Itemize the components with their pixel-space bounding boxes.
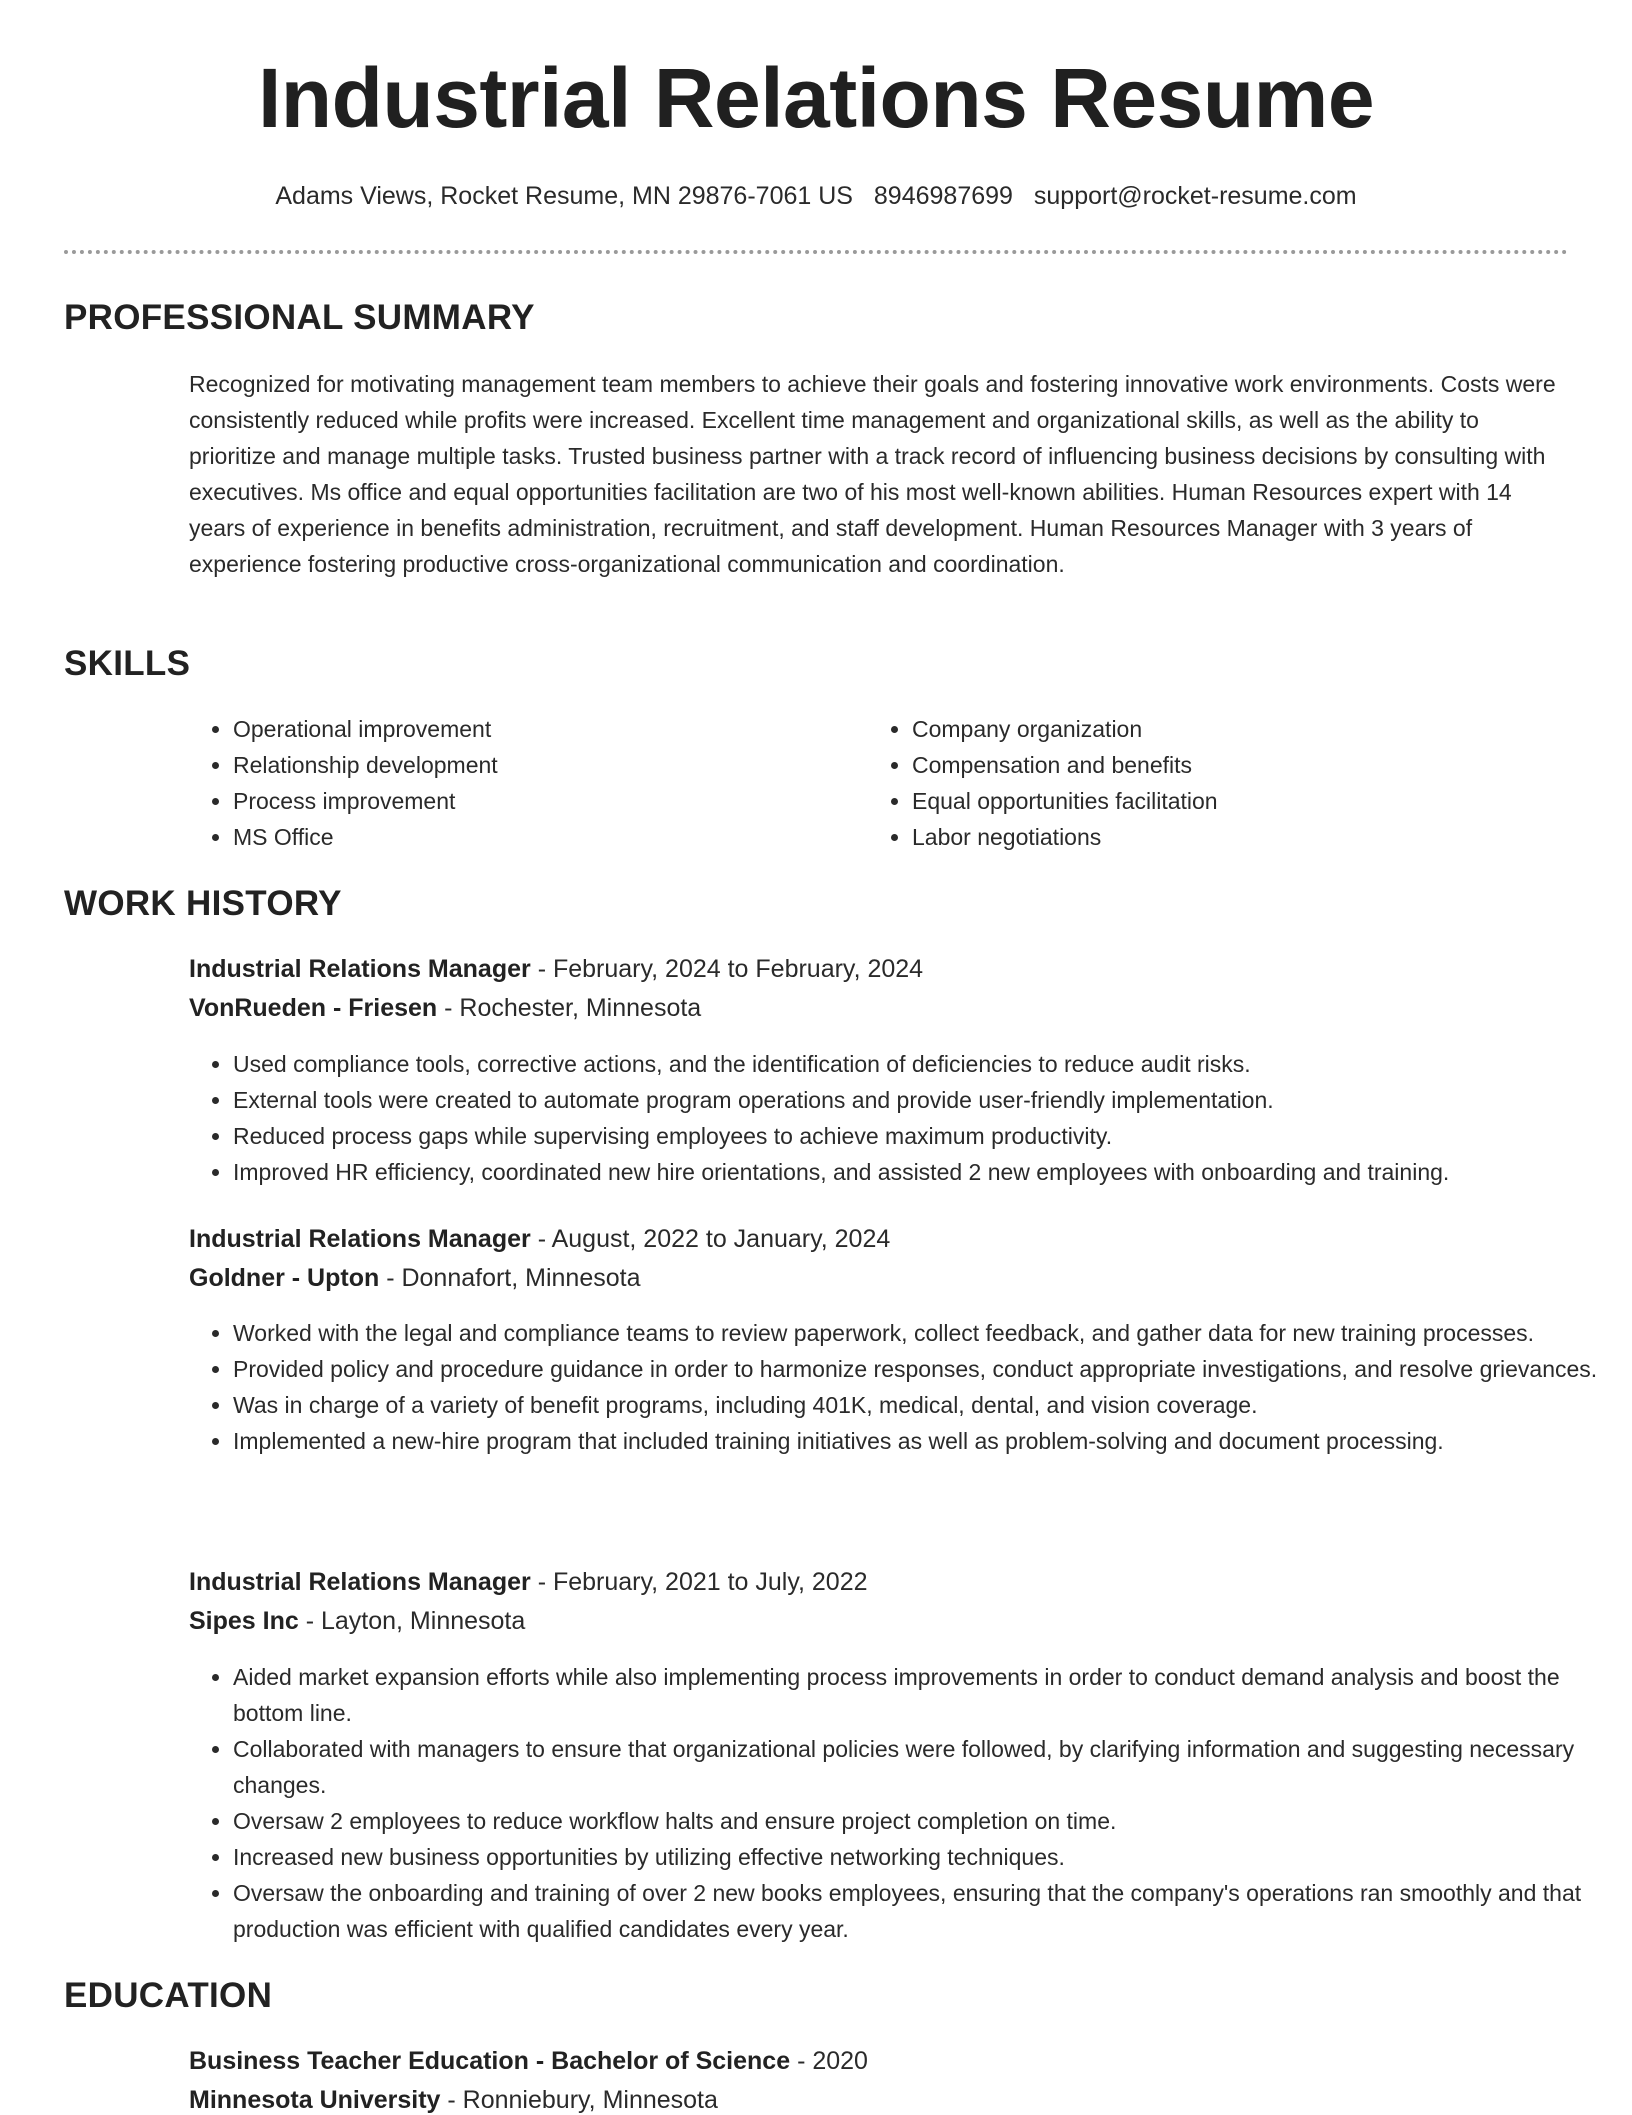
job-bullet: • Aided market expansion efforts while also implementing process improvements in order to conduct demand analysis and boost the bottom line. [233, 1659, 1609, 1731]
education-school-line [189, 2086, 1559, 2115]
job-title-line [189, 1225, 1559, 1254]
job-bullet: • Reduced process gaps while supervising employees to achieve maximum productivity. [233, 1118, 1609, 1154]
skill-item: • Compensation and benefits [912, 747, 1592, 783]
job-bullet: • Oversaw 2 employees to reduce workflow halts and ensure project completion on time. [233, 1803, 1609, 1839]
contact-email: support@rocket-resume.com [1033, 182, 1357, 210]
job-title: Industrial Relations Manager [189, 955, 531, 983]
skill-item: • MS Office [233, 819, 863, 855]
job-dates: - February, 2021 to July, 2022 [530, 1568, 868, 1596]
summary-heading: PROFESSIONAL SUMMARY [64, 298, 535, 337]
skill-item: • Relationship development [233, 747, 863, 783]
education-heading: EDUCATION [64, 1976, 273, 2015]
job-bullet: • Worked with the legal and compliance teams to review paperwork, collect feedback, and gather data for new training processes. [233, 1315, 1609, 1351]
job-location: - Rochester, Minnesota [437, 994, 702, 1022]
contact-phone: 8946987699 [873, 182, 1013, 210]
job-company-line [189, 994, 1559, 1023]
job-title: Industrial Relations Manager [189, 1225, 531, 1253]
job-title-line [189, 955, 1559, 984]
job-company-line [189, 1607, 1559, 1636]
job-title: Industrial Relations Manager [189, 1568, 531, 1596]
contact-line [0, 182, 1632, 211]
skills-heading: SKILLS [64, 644, 191, 683]
job-company-line [189, 1264, 1559, 1293]
skills-list-right [868, 711, 1592, 855]
skill-item: • Company organization [912, 711, 1592, 747]
education-year: - 2020 [790, 2047, 868, 2075]
job-bullet: • Collaborated with managers to ensure that organizational policies were followed, by clarifying information and suggesting necessary changes. [233, 1731, 1609, 1803]
education-degree-line [189, 2047, 1559, 2076]
education-degree: Business Teacher Education - Bachelor of Science [189, 2047, 791, 2075]
job-bullet: • Used compliance tools, corrective actions, and the identification of deficiencies to reduce audit risks. [233, 1046, 1609, 1082]
education-location: - Ronniebury, Minnesota [440, 2086, 718, 2114]
education-school: Minnesota University [189, 2086, 441, 2114]
job-bullet: • Was in charge of a variety of benefit programs, including 401K, medical, dental, and vision coverage. [233, 1387, 1609, 1423]
job-bullets [189, 1659, 1609, 1947]
job-dates: - February, 2024 to February, 2024 [530, 955, 924, 983]
job-company: Sipes Inc [189, 1607, 299, 1635]
resume-title: Industrial Relations Resume [257, 51, 1375, 145]
summary-text: Recognized for motivating management team members to achieve their goals and fostering innovative work environments. Costs were consistently reduced while profits were increased. Excellent time management and organizational skills, as well as the ability to prioritize and manage multiple tasks. Trusted business partner with a track record of influencing business decisions by consulting with executives. Ms office and equal opportunities facilitation are two of his most well-known abilities. Human Resources expert with 14 years of experience in benefits administration, recruitment, and staff development. Human Resources Manager with 3 years of experience fostering productive cross-organizational communication and coordination. [189, 371, 1556, 577]
job-bullet: • Implemented a new-hire program that included training initiatives as well as problem-solving and document processing. [233, 1423, 1609, 1459]
job-company: Goldner - Upton [189, 1264, 380, 1292]
job-bullets [189, 1315, 1609, 1459]
job-title-line [189, 1568, 1559, 1597]
job-bullet: • Improved HR efficiency, coordinated new hire orientations, and assisted 2 new employees with onboarding and training. [233, 1154, 1609, 1190]
skill-item: • Operational improvement [233, 711, 863, 747]
contact-address: Adams Views, Rocket Resume, MN 29876-7061 US [275, 182, 853, 210]
skills-list-left [189, 711, 863, 855]
header-divider [64, 250, 1568, 254]
job-dates: - August, 2022 to January, 2024 [530, 1225, 891, 1253]
job-bullet: • Provided policy and procedure guidance in order to harmonize responses, conduct appropriate investigations, and resolve grievances. [233, 1351, 1609, 1387]
work-history-heading: WORK HISTORY [64, 884, 342, 923]
job-bullet: • External tools were created to automate program operations and provide user-friendly implementation. [233, 1082, 1609, 1118]
skill-item: • Process improvement [233, 783, 863, 819]
job-bullet: • Oversaw the onboarding and training of over 2 new books employees, ensuring that the company's operations ran smoothly and that production was efficient with qualified candidates every year. [233, 1875, 1609, 1947]
job-bullets [189, 1046, 1609, 1190]
skill-item: • Labor negotiations [912, 819, 1592, 855]
job-location: - Layton, Minnesota [298, 1607, 526, 1635]
job-bullet: • Increased new business opportunities by utilizing effective networking techniques. [233, 1839, 1609, 1875]
job-company: VonRueden - Friesen [189, 994, 438, 1022]
job-location: - Donnafort, Minnesota [379, 1264, 641, 1292]
skill-item: • Equal opportunities facilitation [912, 783, 1592, 819]
